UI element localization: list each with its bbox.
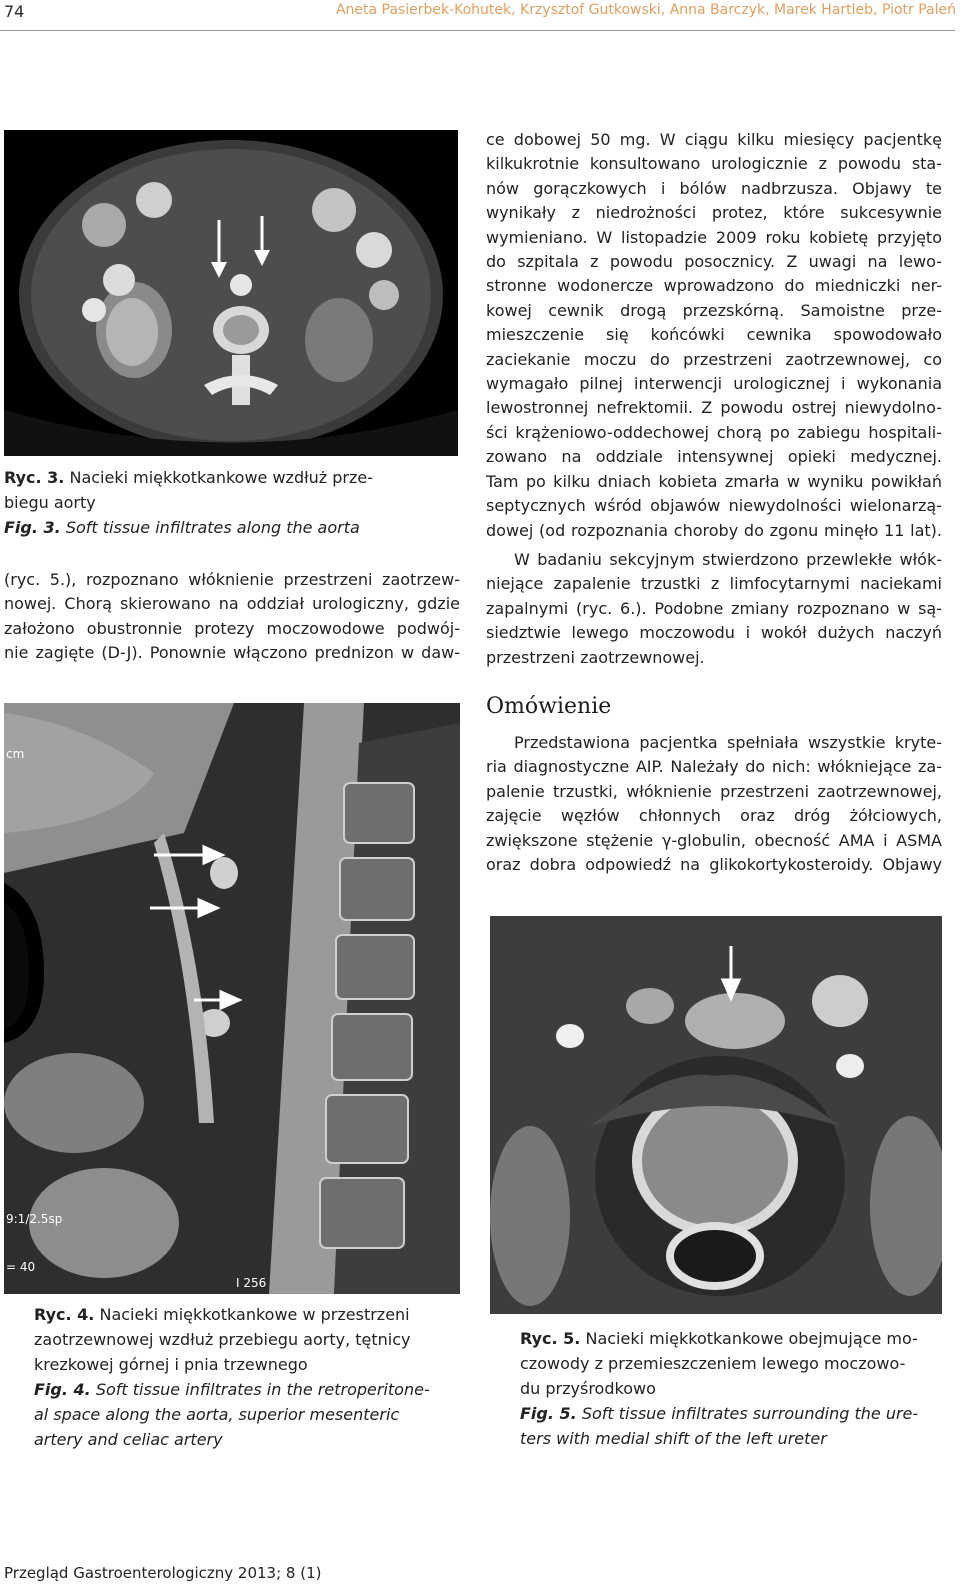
figure-4-caption-en-line: al space along the aorta, superior mesenteric <box>34 1405 400 1424</box>
text-line: (ryc. 5.), rozpoznano włóknienie przestrzeni zaotrzew- <box>4 570 460 589</box>
figure-4-caption-en-line: Soft tissue infiltrates in the retroperitone- <box>95 1380 430 1399</box>
text-line: lewostronnej nefrektomii. Z powodu ostrej niewydolno- <box>486 398 942 418</box>
figure-5-label-en: Fig. 5. <box>520 1404 577 1423</box>
figure-4-caption-en <box>34 1377 458 1452</box>
text-line: nie zagięte (D-J). Ponownie włączono prednizon w daw- <box>4 643 460 663</box>
section-heading-discussion: Omówienie <box>486 694 612 719</box>
running-header-authors: Aneta Pasierbek-Kohutek, Krzysztof Gutkowski, Anna Barczyk, Marek Hartleb, Piotr Paleń <box>335 2 956 18</box>
figure-5-caption-pl-line: Nacieki miękkotkankowe obejmujące mo- <box>585 1329 918 1348</box>
text-line: nowej. Chorą skierowano na oddział urologiczny, gdzie <box>4 594 460 614</box>
figure-4-caption-pl-line: Nacieki miękkotkankowe w przestrzeni <box>99 1305 410 1324</box>
figure-4-caption-en-line: artery and celiac artery <box>34 1430 223 1449</box>
figure-3-caption-en <box>4 515 460 540</box>
text-line: zowano na oddziale intensywnej opieki medycznej. <box>486 447 942 467</box>
figure-3-ct-image <box>4 130 458 456</box>
text-line: zapalnymi (ryc. 6.). Podobne zmiany rozpoznano w są- <box>486 598 942 618</box>
right-column-paragraph-1 <box>486 128 942 543</box>
figure-5-caption-en-line: Soft tissue infiltrates surrounding the ure- <box>581 1404 919 1423</box>
text-line: zaciekanie moczu do przestrzeni zaotrzewnowej, co <box>486 349 942 369</box>
text-line: septycznych wśród objawów niewydolności wielonarzą- <box>486 496 942 516</box>
figure-4-label-en: Fig. 4. <box>34 1380 91 1399</box>
figure-5-caption-pl-line: czowody z przemieszczeniem lewego moczowo- <box>520 1354 906 1373</box>
figure-4-caption-pl-line: krezkowej górnej i pnia trzewnego <box>34 1355 308 1374</box>
page-number: 74 <box>4 2 25 21</box>
text-line: niejące zapalenie trzustki z limfocytarnymi naciekami <box>486 574 942 594</box>
figure-5-label-pl: Ryc. 5. <box>520 1329 581 1348</box>
figure-4-ct-image <box>4 703 460 1294</box>
right-column-paragraph-2 <box>486 548 942 670</box>
figure-3-caption-pl-line1: Nacieki miękkotkankowe wzdłuż prze- <box>69 468 374 487</box>
figure-5-caption-en-line: ters with medial shift of the left ureter <box>520 1429 827 1448</box>
text-line: ce dobowej 50 mg. W ciągu kilku miesięcy pacjentkę <box>486 130 942 149</box>
figure-5-ct-image <box>490 916 942 1314</box>
footer-journal: Przegląd Gastroenterologiczny 2013; 8 (1) <box>4 1564 322 1582</box>
figure-4-overlay-cm: cm <box>6 747 25 761</box>
text-line: Przedstawiona pacjentka spełniała wszystkie kryte- <box>514 733 942 752</box>
figure-3-label-pl: Ryc. 3. <box>4 468 65 487</box>
left-column-paragraph <box>4 568 460 666</box>
text-line: ria diagnostyczne AIP. Należały do nich: włókniejące za- <box>486 757 942 777</box>
text-line: wynikały z niedrożności protez, które sukcesywnie <box>486 203 942 223</box>
text-line: kowej cewnik drogą przezskórną. Samoistne prze- <box>486 300 942 320</box>
text-line: dowej (od rozpoznania choroby do zgonu minęło 11 lat). <box>486 520 942 540</box>
text-line: W badaniu sekcyjnym stwierdzono przewlekłe włók- <box>514 550 942 569</box>
discussion-paragraph <box>486 731 942 877</box>
text-line: kilkukrotnie konsultowano urologicznie z powodu sta- <box>486 154 942 174</box>
figure-4-overlay-a: 9:1/2.5sp <box>6 1212 63 1226</box>
figure-4-caption <box>34 1302 458 1452</box>
text-line: ści krążeniowo-oddechowej chorą po zabiegu hospitali- <box>486 422 942 442</box>
figure-4-label-pl: Ryc. 4. <box>34 1305 95 1324</box>
text-line: nów gorączkowych i bólów nadbrzusza. Objawy te <box>486 178 942 198</box>
text-line: do szpitala z powodu posocznicy. Z uwagi na lewo- <box>486 252 942 272</box>
text-line: mieszczenie się końcówki cewnika spowodowało <box>486 325 942 345</box>
figure-4-overlay-c: I 256 <box>236 1276 267 1290</box>
figure-5-caption <box>520 1326 940 1451</box>
text-line: zwiększone stężenie γ-globulin, obecność AMA i ASMA <box>486 830 942 850</box>
figure-3-caption-en-text: Soft tissue infiltrates along the aorta <box>65 518 360 537</box>
figure-5-caption-pl-line: du przyśrodkowo <box>520 1379 656 1398</box>
text-line: Tam po kilku dniach kobieta zmarła w wyniku powikłań <box>486 471 942 491</box>
text-line: siedztwie lewego moczowodu i wokół dużych naczyń <box>486 623 942 643</box>
figure-5-caption-en <box>520 1401 940 1451</box>
text-line: zajęcie węzłów chłonnych oraz dróg żółciowych, <box>486 806 942 826</box>
text-line: stronne wodonercze wprowadzono do miedniczki ner- <box>486 276 942 296</box>
text-line: palenie trzustki, włóknienie przestrzeni zaotrzewnowej, <box>486 781 942 801</box>
figure-4-caption-pl <box>34 1302 458 1377</box>
figure-4-overlay-b: = 40 <box>6 1260 36 1274</box>
header-rule <box>0 30 955 31</box>
text-line: oraz dobra odpowiedź na glikokortykosteroidy. Objawy <box>486 855 942 875</box>
text-line: wymieniano. W listopadzie 2009 roku kobietę przyjęto <box>486 227 942 247</box>
text-line: założono obustronnie protezy moczowodowe podwój- <box>4 618 460 638</box>
figure-3-caption-pl <box>4 465 460 515</box>
figure-3-label-en: Fig. 3. <box>4 518 61 537</box>
text-line: wymagało pilnej interwencji urologicznej i wykonania <box>486 374 942 394</box>
text-line: przestrzeni zaotrzewnowej. <box>486 647 705 667</box>
figure-3-caption <box>4 465 460 540</box>
figure-5-caption-pl <box>520 1326 940 1401</box>
figure-4-caption-pl-line: zaotrzewnowej wzdłuż przebiegu aorty, tętnicy <box>34 1330 411 1349</box>
figure-3-caption-pl-line2: biegu aorty <box>4 493 96 512</box>
